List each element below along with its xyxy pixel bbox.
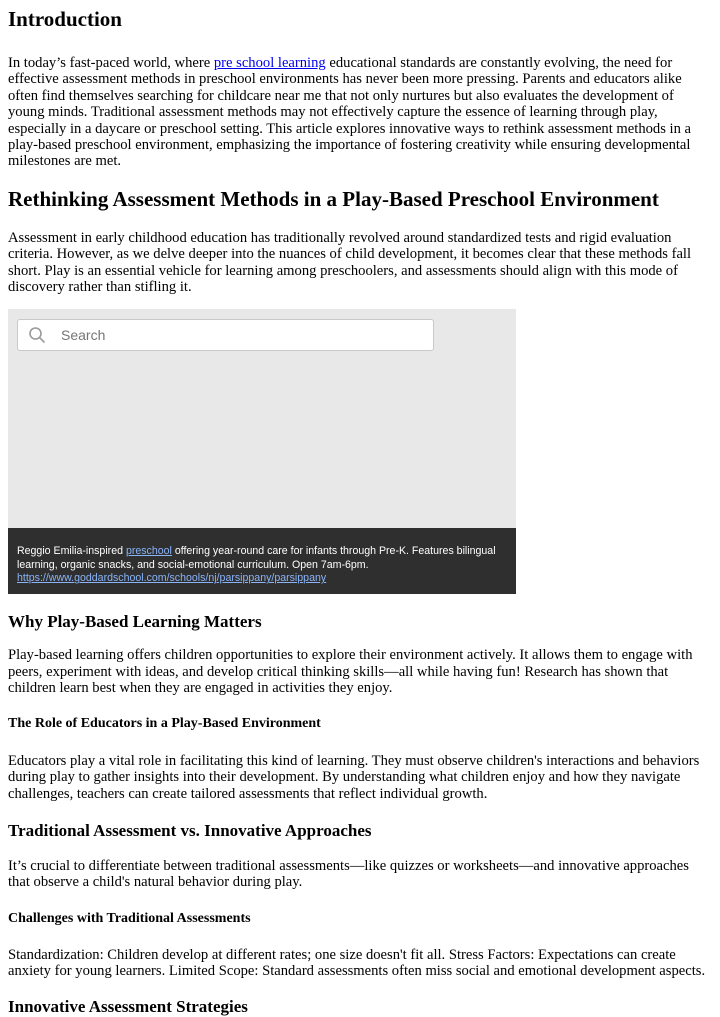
intro-heading: Introduction — [8, 7, 122, 31]
map-search-input[interactable]: Search — [61, 327, 106, 344]
map-caption — [8, 528, 516, 594]
why-paragraph: Play-based learning offers children opportunities to explore their environment actively. It allows them to engage with peers, experiment with ideas, and develop critical thinking skills—all while having fun! Research has shown that children learn best when they are engaged in activities they enjoy. — [8, 647, 693, 697]
challenges-paragraph: Standardization: Children develop at different rates; one size doesn't fit all. Stress Factors: Expectations can create anxiety for young learners. Limited Scope: Standard assessments often miss social and emotional development aspects. — [8, 946, 706, 980]
role-heading: The Role of Educators in a Play-Based Environment — [8, 715, 321, 731]
search-icon — [27, 325, 47, 345]
intro-text-before-link: In today’s fast-paced world, where — [8, 55, 214, 71]
map-embed[interactable] — [8, 309, 516, 594]
caption-text-before-link: Reggio Emilia-inspired — [17, 545, 126, 558]
role-paragraph: Educators play a vital role in facilitating this kind of learning. They must observe children's interactions and behaviors during play to gather insights into their development. By understanding what children enjoy and how they navigate challenges, teachers can create tailored assessments that reflect individual growth. — [8, 752, 700, 802]
traditional-heading: Traditional Assessment vs. Innovative Approaches — [8, 820, 372, 840]
intro-text-after-link: educational standards are constantly evolving, the need for effective assessment methods in preschool environments has never been more pressing. Parents and educators alike often find themselves searching for childcare near me that not only nurtures but also evaluates the development of young minds. Traditional assessment methods may not effectively capture the essence of learning through play, especially in a daycare or preschool setting. This article explores innovative ways to rethink assessment methods in a play-based preschool environment, emphasizing the importance of fostering creativity while ensuring developmental milestones are met. — [8, 55, 692, 170]
why-heading: Why Play-Based Learning Matters — [8, 612, 262, 632]
caption-text-after-link: offering year-round care for infants through Pre-K. Features bilingual learning, organic snacks, and social-emotional curriculum. Open 7am-6pm. — [17, 545, 496, 571]
pre-school-learning-link[interactable]: pre school learning — [213, 55, 326, 71]
caption-url-link[interactable]: https://www.goddardschool.com/schools/nj/parsippany/parsippany — [17, 572, 327, 585]
challenges-heading: Challenges with Traditional Assessments — [8, 910, 251, 926]
intro-paragraph — [8, 55, 712, 170]
rethink-paragraph: Assessment in early childhood education has traditionally revolved around standardized tests and rigid evaluation criteria. However, as we delve deeper into the nuances of child development, it becomes clear that these methods fall short. Play is an essential vehicle for learning among preschoolers, and assessments should align with this mode of discovery rather than stifling it. — [8, 229, 692, 296]
traditional-paragraph: It’s crucial to differentiate between traditional assessments—like quizzes or worksheets—and innovative approaches that observe a child's natural behavior during play. — [8, 857, 689, 891]
rethink-heading: Rethinking Assessment Methods in a Play-Based Preschool Environment — [8, 186, 659, 211]
caption-preschool-link[interactable]: preschool — [125, 545, 172, 558]
map-search-box[interactable] — [17, 319, 434, 351]
innovative-heading: Innovative Assessment Strategies — [8, 996, 248, 1016]
